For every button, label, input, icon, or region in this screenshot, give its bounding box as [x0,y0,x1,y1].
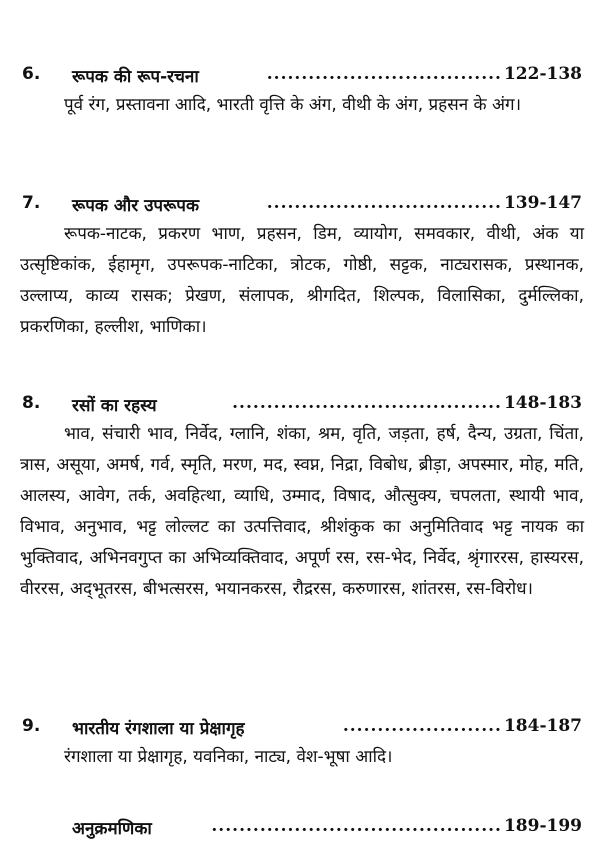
chapter-topics: पूर्व रंग, प्रस्तावना आदि, भारती वृत्ति के अंग, वीथी के अंग, प्रहसन के अंग। [64,95,522,115]
page-range: 122-138 [503,64,582,84]
page-range: 139-147 [503,193,582,213]
chapter-number: 6. [22,64,41,84]
toc-entry-6 [0,60,600,121]
page-leader [343,716,582,736]
toc-entry-heading [0,60,600,90]
chapter-contents [0,90,600,121]
chapter-title: रूपक की रूप-रचना [72,67,199,87]
chapter-contents [0,419,600,605]
dot-leader: ....................... [342,716,502,736]
toc-entry-heading [0,812,600,842]
toc-entry-heading [0,189,600,219]
chapter-title: रसों का रहस्य [72,396,157,416]
chapter-number: 9. [22,716,41,736]
toc-entry-9 [0,712,600,773]
page-leader [211,816,582,836]
chapter-number: 7. [22,193,41,213]
chapter-contents [0,742,600,773]
dot-leader: .................................. [266,64,502,84]
chapter-number: 8. [22,393,41,413]
chapter-topics: रूपक-नाटक, प्रकरण भाण, प्रहसन, डिम, व्यायोग, समवकार, वीथी, अंक या उत्सृष्टिकांक, ईहामृग, उपरूपक-नाटिका, त्रोटक, गोष्ठी, सट्टक, नाट्यरासक, प्रस्थानक, उल्लाप्य, काव्य रासक; प्रेखण, संलापक, श्रीगदित, शिल्पक, विलासिका, दुर्मल्लिका, प्रकरणिका, हल्लीश, भाणिका। [20,224,584,337]
page-leader [232,393,582,413]
chapter-topics: भाव, संचारी भाव, निर्वेद, ग्लानि, शंका, श्रम, वृति, जड़ता, हर्ष, दैन्य, उग्रता, चिंता, त्रास, असूया, अमर्ष, गर्व, स्मृति, मरण, मद, स्वप्न, निद्रा, विबोध, ब्रीड़ा, अपस्मार, मोह, मति, आलस्य, आवेग, तर्क, अवहित्था, व्याधि, उम्माद, विषाद, औत्सुक्य, चपलता, स्थायी भाव, विभाव, अनुभाव, भट्ट लोल्लट का उत्पत्तिवाद, श्रीशंकुक का अनुमितिवाद भट्ट नायक का भुक्तिवाद, अभिनवगुप्त का अभिव्यक्तिवाद, अपूर्ण रस, रस-भेद, निर्वेद, श्रृंगाररस, हास्यरस, वीररस, अद्‌भूतरस, बीभत्सरस, भयानकरस, रौद्ररस, करुणारस, शांतरस, रस-विरोध। [20,424,584,599]
chapter-topics: रंगशाला या प्रेक्षागृह, यवनिका, नाट्य, वेश-भूषा आदि। [64,747,393,767]
toc-entry-7 [0,189,600,343]
page-range: 189-199 [503,816,582,836]
page-leader [267,64,582,84]
page-leader [267,193,582,213]
chapter-contents [0,219,600,343]
index-title: अनुक्रमणिका [72,819,152,839]
dot-leader: .......................................... [211,816,502,836]
toc-entry-index [0,812,600,842]
page-range: 148-183 [503,393,582,413]
dot-leader: .................................. [266,193,502,213]
dot-leader: ....................................... [232,393,502,413]
toc-entry-heading [0,712,600,742]
toc-entry-heading [0,389,600,419]
toc-entry-8 [0,389,600,605]
page-range: 184-187 [503,716,582,736]
chapter-title: भारतीय रंगशाला या प्रेक्षागृह [72,719,245,739]
chapter-title: रूपक और उपरूपक [72,196,199,216]
